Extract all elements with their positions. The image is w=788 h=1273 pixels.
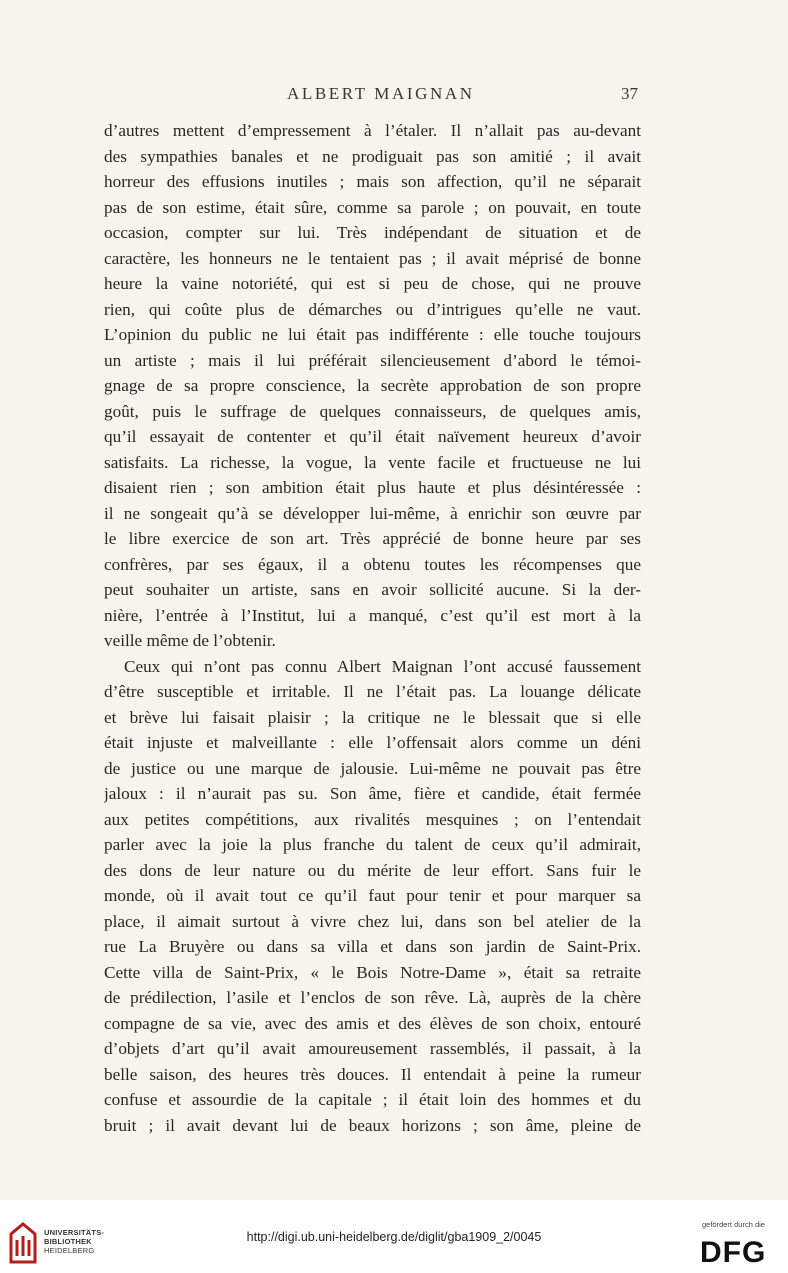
text-line: bruit ; il avait devant lui de beaux horizons ; son âme, pleine de [104, 1115, 641, 1135]
text-line: d’objets d’art qu’il avait amoureusement rassemblés, il passait, à la [104, 1039, 641, 1058]
text-line: confrères, par ses égaux, il a obtenu toutes les récompenses que [104, 554, 641, 574]
text-line: goût, puis le suffrage de quelques connaisseurs, de quelques amis, [104, 401, 641, 421]
text-line: rien, qui coûte plus de démarches ou d’intrigues qu’elle ne vaut. [104, 299, 641, 319]
text-line: satisfaits. La richesse, la vogue, la vente facile et fructueuse ne lui [104, 452, 641, 472]
library-name-line: UNIVERSITÄTS- [44, 1228, 105, 1237]
text-line: pas de son estime, était sûre, comme sa parole ; on pouvait, en toute [104, 197, 641, 217]
text-line: compagne de sa vie, avec des amis et des élèves de son choix, entouré [104, 1013, 641, 1033]
text-line: d’autres mettent d’empressement à l’étaler. Il n’allait pas au-devant [104, 121, 641, 140]
text-line: L’opinion du public ne lui était pas indifférente : elle touche toujours [104, 325, 641, 344]
text-line: horreur des effusions inutiles ; mais son affection, qu’il ne séparait [104, 172, 641, 191]
text-line: disaient rien ; son ambition était plus haute et plus désintéressée : [104, 478, 641, 497]
text-line: place, il aimait surtout à vivre chez lui, dans son bel atelier de la [104, 911, 641, 931]
text-line: de prédilection, l’asile et l’enclos de son rêve. Là, auprès de la chère [104, 988, 641, 1007]
text-line: était injuste et malveillante : elle l’offensait alors comme un déni [104, 733, 641, 752]
text-line: Cette villa de Saint-Prix, « le Bois Notre-Dame », était sa retraite [104, 962, 641, 982]
running-head [0, 84, 788, 108]
text-line: et brève lui faisait plaisir ; la critique ne le blessait que si elle [104, 707, 641, 727]
text-line: gnage de sa propre conscience, la secrète approbation de son propre [104, 376, 641, 395]
dfg-logo: DFG [700, 1236, 767, 1269]
text-line: des sympathies banales et ne prodiguait pas son amitié ; il avait [104, 146, 641, 166]
text-line: jaloux : il n’aurait pas su. Son âme, fière et candide, était fermée [104, 784, 641, 803]
running-title: ALBERT MAIGNAN [287, 84, 475, 103]
text-line: un artiste ; mais il lui préférait silencieusement d’abord le témoi- [104, 350, 641, 370]
text-line: parler avec la joie la plus franche du talent de ceux qu’il admirait, [104, 835, 641, 854]
library-logo-icon [8, 1222, 38, 1266]
text-line: qu’il essayait de contenter et qu’il était naïvement heureux d’avoir [104, 427, 641, 446]
library-name-line: HEIDELBERG [44, 1246, 95, 1255]
text-line: caractère, les honneurs ne le tentaient pas ; il avait méprisé de bonne [104, 248, 641, 268]
permalink[interactable]: http://digi.ub.uni-heidelberg.de/diglit/gba1909_2/0045 [246, 1230, 542, 1244]
text-line: il ne songeait qu’à se développer lui-même, à enrichir son œuvre par [104, 503, 641, 523]
text-line: occasion, compter sur lui. Très indépendant de situation et de [104, 223, 641, 242]
text-line: belle saison, des heures très douces. Il entendait à peine la rumeur [104, 1064, 641, 1084]
library-name-line: BIBLIOTHEK [44, 1237, 92, 1246]
paragraph-end-line: veille même de l’obtenir. [104, 631, 276, 650]
funding-note: gefördert durch die [702, 1220, 765, 1229]
text-line: heure la vaine notoriété, qui est si peu de chose, qui ne prouve [104, 274, 641, 293]
text-line: de justice ou une marque de jalousie. Lui-même ne pouvait pas être [104, 758, 641, 778]
body-text [104, 118, 641, 1138]
text-line: aux petites compétitions, aux rivalités mesquines ; on l’entendait [104, 809, 641, 829]
text-line: des dons de leur nature ou du mérite de leur effort. Sans fuir le [104, 860, 641, 880]
text-line: peut souhaiter un artiste, sans en avoir sollicité aucune. Si la der- [104, 580, 641, 599]
page-number: 37 [621, 84, 638, 103]
paragraph-start-line: Ceux qui n’ont pas connu Albert Maignan l’ont accusé faussement [124, 656, 641, 676]
text-line: rue La Bruyère ou dans sa villa et dans son jardin de Saint-Prix. [104, 937, 641, 956]
text-line: d’être susceptible et irritable. Il ne l’était pas. La louange délicate [104, 682, 641, 701]
text-line: monde, où il avait tout ce qu’il faut pour tenir et pour marquer sa [104, 886, 641, 905]
text-line: le libre exercice de son art. Très apprécié de bonne heure par ses [104, 529, 641, 548]
text-line: nière, l’entrée à l’Institut, lui a manqué, c’est qu’il est mort à la [104, 605, 641, 625]
text-line: confuse et assourdie de la capitale ; il était loin des hommes et du [104, 1090, 641, 1109]
viewer-footer [0, 1200, 788, 1273]
